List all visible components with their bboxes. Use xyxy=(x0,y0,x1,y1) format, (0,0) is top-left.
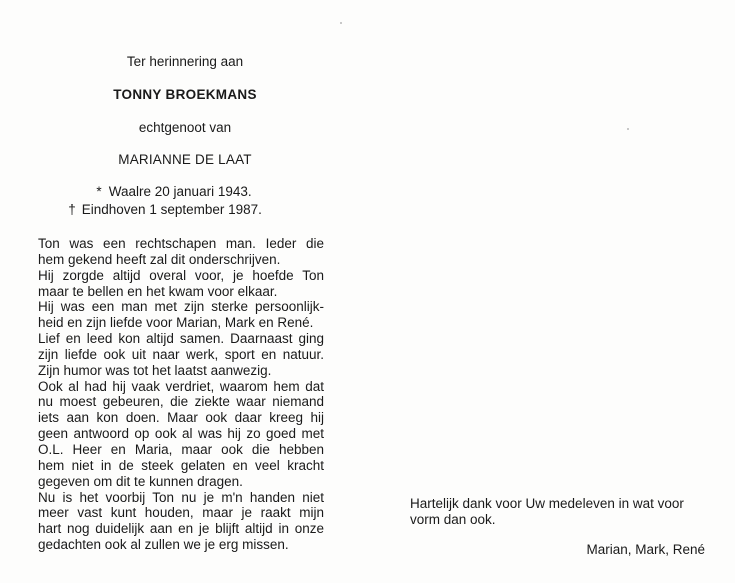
death-cross-icon: † xyxy=(68,202,76,217)
text-line: Nu is het voorbij Ton nu je m'n handen niet xyxy=(38,489,324,505)
memorial-text xyxy=(38,236,324,553)
death-date: Eindhoven 1 september 1987. xyxy=(81,202,262,217)
text-line: heid en zijn liefde voor Marian, Mark en René. xyxy=(38,315,314,331)
text-line: Hij zorgde altijd overal voor, je hoefde Ton xyxy=(38,267,324,283)
text-line: iets aan kon doen. Maar ook daar kreeg hij xyxy=(38,410,324,426)
text-line: maar te bellen en het kwam voor elkaar. xyxy=(38,283,278,299)
deceased-name: TONNY BROEKMANS xyxy=(113,87,257,102)
text-line: O.L. Heer en Maria, maar ook die hebben xyxy=(38,441,324,457)
spouse-name: MARIANNE DE LAAT xyxy=(118,152,252,167)
birth-date: Waalre 20 januari 1943. xyxy=(108,184,252,199)
paper-speck xyxy=(340,22,342,24)
text-line: meer vast kunt houden, maar je raakt mijn xyxy=(38,505,324,521)
birth-line xyxy=(93,184,252,200)
paper-speck xyxy=(627,128,629,130)
text-line: Hij was een man met zijn sterke persoonlijk- xyxy=(38,299,324,315)
text-line: hem gekend heeft zal dit onderschrijven. xyxy=(38,251,281,267)
thanks-text xyxy=(410,496,706,528)
text-line: hem niet in de steek gelaten en veel kracht xyxy=(38,457,324,473)
thanks-line: vorm dan ook. xyxy=(410,512,496,527)
text-line: Zijn humor was tot het laatst aanwezig. xyxy=(38,362,272,378)
text-line: geen antwoord op ook al was hij zo goed met xyxy=(38,426,324,442)
relation-text: echtgenoot van xyxy=(138,120,232,135)
text-line: nu moest gebeuren, die ziekte waar niemand xyxy=(38,394,324,410)
death-line xyxy=(66,202,262,218)
card-fold xyxy=(367,0,368,583)
text-line: hart nog duidelijk aan en je blijft altijd in onze xyxy=(38,521,324,537)
text-line: Ton was een rechtschapen man. Ieder die xyxy=(38,236,324,251)
text-line: gedachten ook al zullen we je erg missen. xyxy=(38,537,289,553)
text-line: Ook al had hij vaak verdriet, waarom hem dat xyxy=(38,378,324,394)
birth-star-icon: * xyxy=(96,184,102,199)
text-line: Lief en leed kon altijd samen. Daarnaast ging xyxy=(38,331,324,347)
signature: Marian, Mark, René xyxy=(586,542,705,557)
text-line: zijn liefde ook uit naar werk, sport en natuur. xyxy=(38,346,324,362)
thanks-line: Hartelijk dank voor Uw medeleven in wat voor xyxy=(410,496,684,511)
text-line: gegeven om dit te kunnen dragen. xyxy=(38,473,243,489)
intro-text: Ter herinnering aan xyxy=(126,54,244,69)
